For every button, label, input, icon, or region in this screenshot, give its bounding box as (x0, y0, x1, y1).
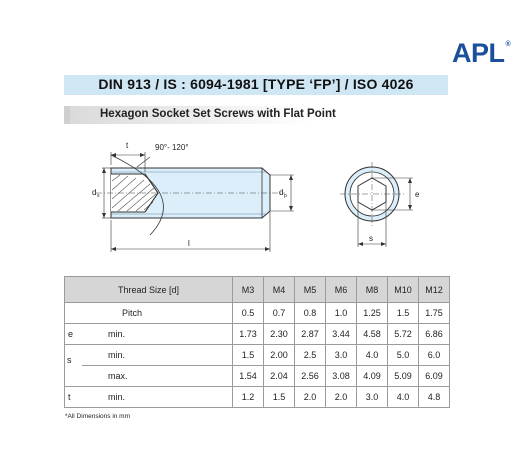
end-view (340, 162, 413, 247)
t-min-row (65, 387, 450, 408)
t-min-value: 2.0 (295, 387, 326, 408)
s-max-value: 2.56 (295, 366, 326, 387)
s-min-label: min. (82, 345, 233, 366)
s-max-value: 4.09 (357, 366, 388, 387)
dp-subscript: p (284, 193, 287, 199)
table-header-row (65, 277, 450, 303)
s-min-row (65, 345, 450, 366)
pitch-value: 1.75 (419, 303, 450, 324)
l-label: l (188, 239, 190, 248)
angle-label: 90°- 120° (155, 143, 189, 152)
s-label: s (369, 234, 373, 243)
size-m5: M5 (295, 277, 326, 303)
e-min-label: min. (82, 324, 233, 345)
e-min-value: 6.86 (419, 324, 450, 345)
t-min-value: 4.8 (419, 387, 450, 408)
s-max-value: 5.09 (388, 366, 419, 387)
pitch-value: 1.0 (326, 303, 357, 324)
pitch-value: 0.8 (295, 303, 326, 324)
thread-size-header: Thread Size [d] (65, 277, 233, 303)
e-min-value: 2.87 (295, 324, 326, 345)
dimension-table (64, 276, 450, 408)
size-m10: M10 (388, 277, 419, 303)
s-min-value: 5.0 (388, 345, 419, 366)
s-min-value: 2.5 (295, 345, 326, 366)
dimensions-note: *All Dimensions in mm (65, 413, 131, 420)
s-max-value: 2.04 (264, 366, 295, 387)
pitch-row (65, 303, 450, 324)
t-min-value: 3.0 (357, 387, 388, 408)
size-m12: M12 (419, 277, 450, 303)
e-label: e (415, 190, 420, 199)
s-min-value: 1.5 (233, 345, 264, 366)
s-min-value: 2.00 (264, 345, 295, 366)
t-min-value: 2.0 (326, 387, 357, 408)
apl-logo: APL® (452, 38, 511, 68)
t-min-value: 1.2 (233, 387, 264, 408)
s-min-value: 4.0 (357, 345, 388, 366)
e-min-value: 2.30 (264, 324, 295, 345)
s-max-row (65, 366, 450, 387)
t-label: t (126, 141, 129, 150)
s-min-value: 6.0 (419, 345, 450, 366)
size-m4: M4 (264, 277, 295, 303)
product-subtitle: Hexagon Socket Set Screws with Flat Point (100, 108, 336, 120)
s-max-value: 1.54 (233, 366, 264, 387)
s-symbol: s (67, 355, 72, 365)
e-min-value: 3.44 (326, 324, 357, 345)
size-m8: M8 (357, 277, 388, 303)
pitch-value: 1.25 (357, 303, 388, 324)
t-min-value: 1.5 (264, 387, 295, 408)
pitch-value: 0.5 (233, 303, 264, 324)
s-min-value: 3.0 (326, 345, 357, 366)
side-view (96, 152, 294, 252)
pitch-value: 1.5 (388, 303, 419, 324)
t-min-label: min. (82, 387, 233, 408)
standard-title: DIN 913 / IS : 6094-1981 [TYPE ‘FP’] / ISO 4026 (98, 76, 414, 92)
s-max-value: 6.09 (419, 366, 450, 387)
e-min-row (65, 324, 450, 345)
size-m6: M6 (326, 277, 357, 303)
pitch-value: 0.7 (264, 303, 295, 324)
size-m3: M3 (233, 277, 264, 303)
e-min-value: 4.58 (357, 324, 388, 345)
ds-label: d (92, 188, 97, 197)
e-min-value: 5.72 (388, 324, 419, 345)
ds-subscript: s (97, 193, 100, 199)
t-symbol: t (65, 387, 83, 408)
e-min-value: 1.73 (233, 324, 264, 345)
e-symbol: e (65, 324, 83, 345)
dp-label: d (279, 188, 284, 197)
s-max-value: 3.08 (326, 366, 357, 387)
t-min-value: 4.0 (388, 387, 419, 408)
pitch-label: Pitch (82, 303, 233, 324)
s-max-label: max. (82, 366, 233, 387)
